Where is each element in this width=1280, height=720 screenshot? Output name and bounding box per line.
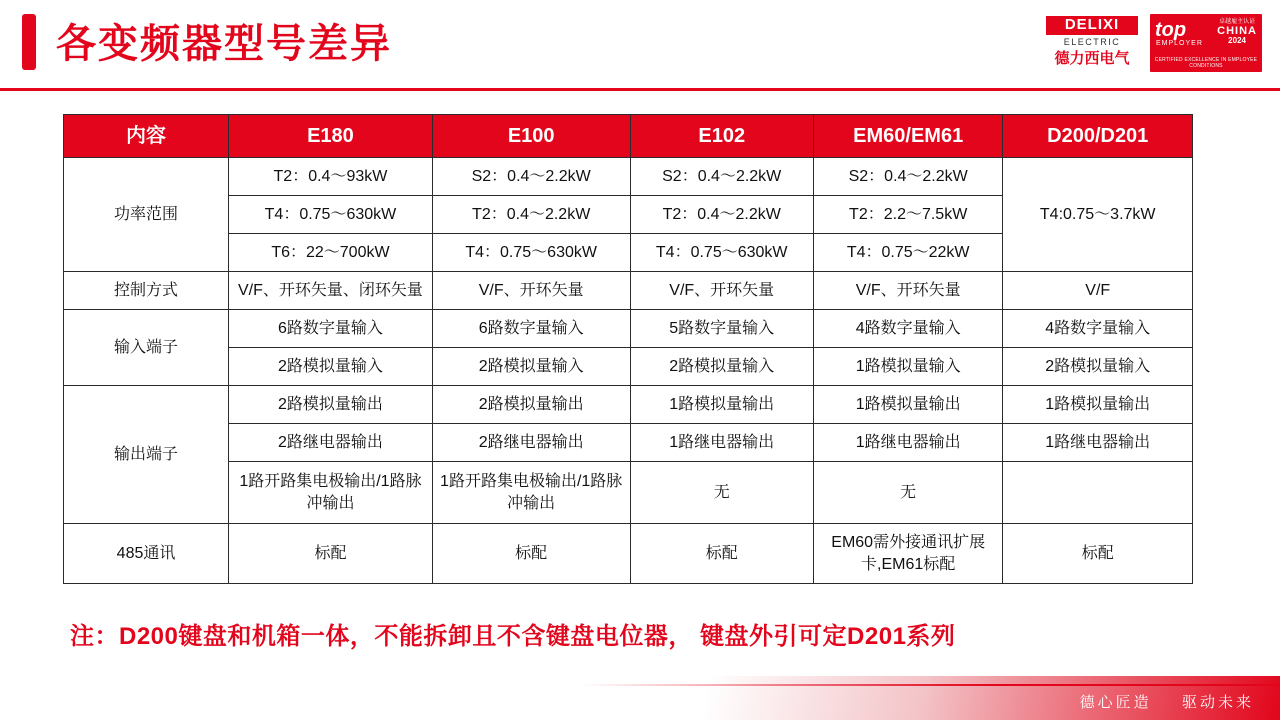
top-employer-country: CHINA: [1217, 25, 1257, 37]
cell-power-e180-1: T2：0.4～93kW: [229, 158, 433, 196]
table-row: [64, 462, 1193, 524]
delixi-subtitle: ELECTRIC: [1063, 37, 1121, 47]
cell-power-e180-3: T6：22～700kW: [229, 234, 433, 272]
row-label-control-mode: 控制方式: [64, 272, 229, 310]
title-accent-bar: [22, 14, 36, 70]
top-employer-word: top: [1155, 19, 1187, 41]
col-header-content: 内容: [64, 115, 229, 158]
row-label-input-terminal: 输入端子: [64, 310, 229, 386]
cell-power-e102-1: S2：0.4～2.2kW: [630, 158, 813, 196]
cell-power-d200: T4:0.75～3.7kW: [1003, 158, 1193, 272]
top-employer-cn-caption: 卓越雇主认证: [1219, 19, 1256, 25]
logo-group: [1040, 14, 1262, 72]
delixi-brand-text: DELIXI: [1046, 16, 1138, 35]
cell-output-d200-1: 1路模拟量输出: [1003, 386, 1193, 424]
cell-485-e100: 标配: [432, 524, 630, 584]
row-label-power-range: 功率范围: [64, 158, 229, 272]
cell-input-em60-1: 4路数字量输入: [813, 310, 1003, 348]
cell-power-e102-3: T4：0.75～630kW: [630, 234, 813, 272]
cell-485-em60: EM60需外接通讯扩展卡,EM61标配: [813, 524, 1003, 584]
table-row: [64, 272, 1193, 310]
table-header-row: [64, 115, 1193, 158]
top-employer-employer-label: EMPLOYER: [1156, 40, 1203, 47]
cell-input-e100-1: 6路数字量输入: [432, 310, 630, 348]
cell-control-e180: V/F、开环矢量、闭环矢量: [229, 272, 433, 310]
cell-input-e180-2: 2路模拟量输入: [229, 348, 433, 386]
footnote-text: 注：D200键盘和机箱一体，不能拆卸且不含键盘电位器， 键盘外引可定D201系列: [70, 623, 956, 650]
top-employer-year: 2024: [1228, 36, 1246, 45]
cell-input-e102-1: 5路数字量输入: [630, 310, 813, 348]
spec-table-container: [63, 114, 1193, 584]
cell-control-e102: V/F、开环矢量: [630, 272, 813, 310]
cell-output-e100-2: 2路继电器输出: [432, 424, 630, 462]
cell-output-e180-3: 1路开路集电极输出/1路脉冲输出: [229, 462, 433, 524]
cell-power-e180-2: T4：0.75～630kW: [229, 196, 433, 234]
cell-power-e100-3: T4：0.75～630kW: [432, 234, 630, 272]
col-header-e102: E102: [630, 115, 813, 158]
page-footer: [0, 676, 1280, 720]
cell-output-e102-3: 无: [630, 462, 813, 524]
cell-output-e102-2: 1路继电器输出: [630, 424, 813, 462]
cell-input-em60-2: 1路模拟量输入: [813, 348, 1003, 386]
cell-485-d200: 标配: [1003, 524, 1193, 584]
table-row: [64, 524, 1193, 584]
col-header-e180: E180: [229, 115, 433, 158]
cell-control-em60: V/F、开环矢量: [813, 272, 1003, 310]
cell-output-d200-3: [1003, 462, 1193, 524]
col-header-em60: EM60/EM61: [813, 115, 1003, 158]
table-row: [64, 158, 1193, 196]
footer-accent-line: [580, 684, 1280, 686]
page-title: 各变频器型号差异: [56, 22, 392, 66]
table-row: [64, 348, 1193, 386]
cell-output-e100-3: 1路开路集电极输出/1路脉冲输出: [432, 462, 630, 524]
cell-input-e102-2: 2路模拟量输入: [630, 348, 813, 386]
top-employer-china-block: [1217, 18, 1257, 45]
cell-control-d200: V/F: [1003, 272, 1193, 310]
cell-485-e180: 标配: [229, 524, 433, 584]
delixi-chinese-name: 德力西电气: [1054, 50, 1130, 67]
cell-output-e100-1: 2路模拟量输出: [432, 386, 630, 424]
cell-power-e100-2: T2：0.4～2.2kW: [432, 196, 630, 234]
cell-output-e180-2: 2路继电器输出: [229, 424, 433, 462]
cell-output-d200-2: 1路继电器输出: [1003, 424, 1193, 462]
col-header-d200: D200/D201: [1003, 115, 1193, 158]
cell-power-em60-3: T4：0.75～22kW: [813, 234, 1003, 272]
cell-power-em60-2: T2：2.2～7.5kW: [813, 196, 1003, 234]
table-row: [64, 310, 1193, 348]
cell-input-e180-1: 6路数字量输入: [229, 310, 433, 348]
footer-slogan-right: 驱动未来: [1181, 694, 1254, 711]
row-label-485-comm: 485通讯: [64, 524, 229, 584]
header-divider: [0, 88, 1280, 91]
cell-485-e102: 标配: [630, 524, 813, 584]
cell-input-d200-1: 4路数字量输入: [1003, 310, 1193, 348]
top-employer-certified-text: CERTIFIED EXCELLENCE IN EMPLOYEE CONDITIONS: [1154, 57, 1258, 69]
row-label-output-terminal: 输出端子: [64, 386, 229, 524]
cell-power-em60-1: S2：0.4～2.2kW: [813, 158, 1003, 196]
cell-output-em60-3: 无: [813, 462, 1003, 524]
col-header-e100: E100: [432, 115, 630, 158]
cell-control-e100: V/F、开环矢量: [432, 272, 630, 310]
delixi-logo: [1040, 14, 1144, 68]
spec-table: [63, 114, 1193, 584]
cell-input-d200-2: 2路模拟量输入: [1003, 348, 1193, 386]
table-row: [64, 424, 1193, 462]
cell-power-e102-2: T2：0.4～2.2kW: [630, 196, 813, 234]
cell-output-e102-1: 1路模拟量输出: [630, 386, 813, 424]
footer-slogan: [1080, 691, 1254, 712]
cell-power-e100-1: S2：0.4～2.2kW: [432, 158, 630, 196]
footer-slogan-left: 德心匠造: [1079, 694, 1152, 711]
table-row: [64, 386, 1193, 424]
cell-output-em60-2: 1路继电器输出: [813, 424, 1003, 462]
cell-output-em60-1: 1路模拟量输出: [813, 386, 1003, 424]
cell-output-e180-1: 2路模拟量输出: [229, 386, 433, 424]
cell-input-e100-2: 2路模拟量输入: [432, 348, 630, 386]
top-employer-badge: [1150, 14, 1262, 72]
page-header: [0, 0, 1280, 88]
